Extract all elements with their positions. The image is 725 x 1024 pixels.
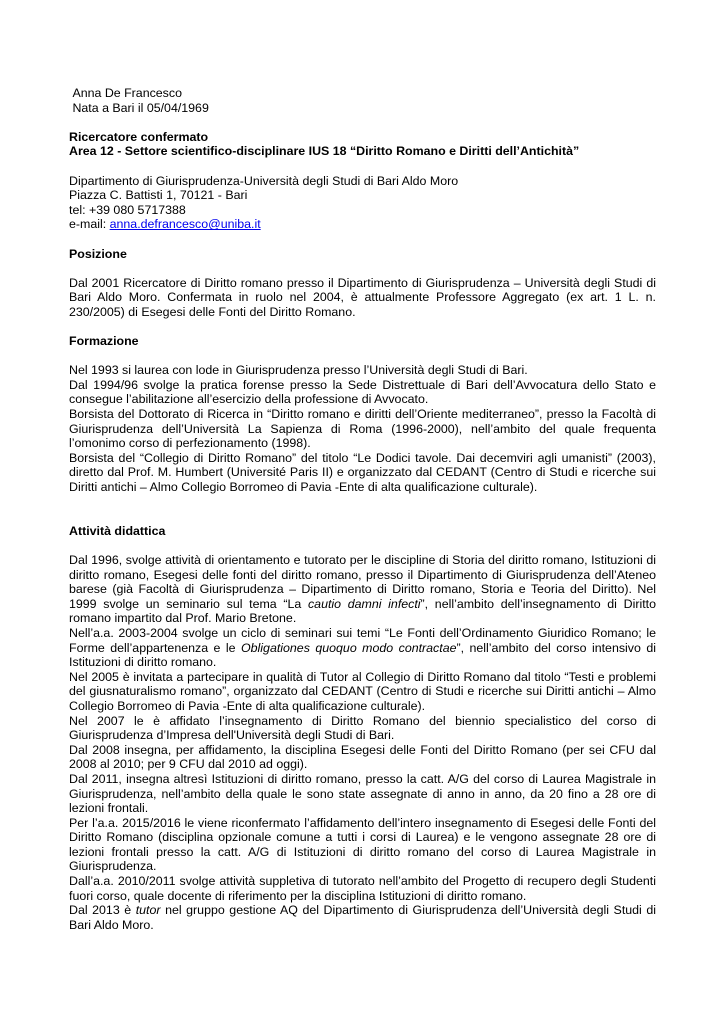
didattica-paragraph: Nel 2005 è invitata a partecipare in qualità di Tutor al Collegio di Diritto Romano dal titolo “Testi e problemi del giusnaturalismo romano”, organizzato dal CEDANT (Centro di Studi e ricerche sui Diritti antichi – Almo Collegio Borromeo di Pavia -Ente di alta qualificazione culturale).: [69, 669, 656, 713]
formazione-item: Nel 1993 si laurea con lode in Giurisprudenza presso l’Università degli Studi di Bari.: [69, 363, 528, 378]
didattica-paragraph: Dal 2008 insegna, per affidamento, la disciplina Esegesi delle Fonti del Diritto Romano (per sei CFU dal 2008 al 2010; per 9 CFU dal 2010 ad oggi).: [69, 742, 656, 772]
formazione-item: Borsista del Dottorato di Ricerca in “Diritto romano e diritti dell’Oriente mediterraneo”, presso la Facoltà di Giurisprudenza dell’Università La Sapienza di Roma (1996-2000), nell’ambito del quale frequenta l’omonimo corso di perfezionamento (1998).: [69, 407, 656, 451]
didattica-paragraph: Per l’a.a. 2015/2016 le viene riconfermato l’affidamento dell’intero insegnamento di Esegesi delle Fonti del Diritto Romano (disciplina opzionale comune a tutti i corsi di Laurea) e le vengono assegnate 28 ore di lezioni frontali presso la catt. A/G di Istituzioni di diritto romano del corso di Laurea Magistrale in Giurisprudenza.: [69, 815, 656, 874]
didattica-text: Nell’a.a. 2003-2004 svolge un ciclo di seminari sui temi “Le Fonti dell’Ordinamento Giuridico Romano; le Forme dell’appartenenza e le: [69, 625, 656, 655]
document-body: [69, 86, 656, 932]
email-label: e-mail:: [69, 217, 110, 232]
formazione-item: Dal 1994/96 svolge la pratica forense presso la Sede Distrettuale di Bari dell’Avvocatura dello Stato e consegue l’abilitazione all’esercizio della professione di Avvocato.: [69, 377, 656, 407]
role-area: Area 12 - Settore scientifico-disciplinare IUS 18 “Diritto Romano e Diritti dell’Antichità”: [69, 144, 580, 159]
email-line: [69, 217, 656, 232]
email-link[interactable]: anna.defrancesco@uniba.it: [109, 217, 261, 232]
didattica-italic-term: tutor: [135, 903, 161, 918]
formazione-item: Borsista del “Collegio di Diritto Romano” del titolo “Le Dodici tavole. Dai decemviri agli umanisti” (2003), diretto dal Prof. M. Humbert (Université Paris II) e organizzato dal CEDANT (Centro di Studi e ricerche sui Diritti antichi – Almo Collegio Borromeo di Pavia -Ente di alta qualificazione culturale).: [69, 450, 656, 495]
department: Dipartimento di Giurisprudenza-Università degli Studi di Bari Aldo Moro: [69, 173, 459, 188]
author-name: Anna De Francesco: [69, 86, 182, 100]
didattica-paragraph: Dal 2011, insegna altresì Istituzioni di diritto romano, presso la catt. A/G del corso di Laurea Magistrale in Giurisprudenza, nell’ambito della quale le sono state assegnate di anno in anno, da 20 fino a 28 ore di lezioni frontali.: [69, 771, 656, 816]
didattica-text: Dal 2013 è: [69, 903, 136, 918]
section-heading-didattica: Attività didattica: [69, 523, 166, 538]
didattica-text: ”, nell’ambito dell’insegnamento di Diritto romano impartito dal Prof. Mario Bretone.: [69, 596, 656, 626]
didattica-text: nel gruppo gestione AQ del Dipartimento di Giurisprudenza dell’Università degli Studi di Bari Aldo Moro.: [69, 903, 656, 932]
didattica-paragraph: Nel 2007 le è affidato l’insegnamento di Diritto Romano del biennio specialistico del corso di Giurisprudenza d’Impresa dell'Università degli Studi di Bari.: [69, 713, 656, 743]
didattica-paragraph: [69, 626, 656, 670]
address: Piazza C. Battisti 1, 70121 - Bari: [69, 188, 248, 203]
didattica-paragraph: [69, 903, 656, 932]
birth-info: Nata a Bari il 05/04/1969: [69, 100, 209, 115]
didattica-text: Dal 1996, svolge attività di orientamento e tutorato per le discipline di Storia del diritto romano, Istituzioni di diritto romano, Esegesi delle fonti del diritto romano, presso il Dipartimento di Giurisprudenza dell’Ateneo barese (già Facoltà di Giurisprudenza – Dipartimento di Diritto romano, Storia e Teoria del Diritto). Nel 1999 svolge un seminario sul tema “La: [69, 553, 656, 611]
section-heading-posizione: Posizione: [69, 246, 127, 261]
didattica-paragraph: [69, 553, 656, 626]
didattica-italic-term: Obligationes quoquo modo contractae: [241, 640, 457, 655]
telephone: tel: +39 080 5717388: [69, 202, 186, 217]
posizione-text: Dal 2001 Ricercatore di Diritto romano presso il Dipartimento di Giurisprudenza – Università degli Studi di Bari Aldo Moro. Confermata in ruolo nel 2004, è attualmente Professore Aggregato (ex art. 1 L. n. 230/2005) di Esegesi delle Fonti del Diritto Romano.: [69, 275, 656, 319]
section-heading-formazione: Formazione: [69, 334, 139, 349]
didattica-paragraph: Dall’a.a. 2010/2011 svolge attività suppletiva di tutorato nell’ambito del Progetto di recupero degli Studenti fuori corso, quale docente di riferimento per la disciplina Istituzioni di diritto romano.: [69, 874, 656, 903]
didattica-text: ”, nell’ambito del corso intensivo di Istituzioni di diritto romano.: [69, 640, 656, 670]
role-title: Ricercatore confermato: [69, 129, 209, 144]
didattica-italic-term: cautio damni infecti: [307, 596, 421, 611]
